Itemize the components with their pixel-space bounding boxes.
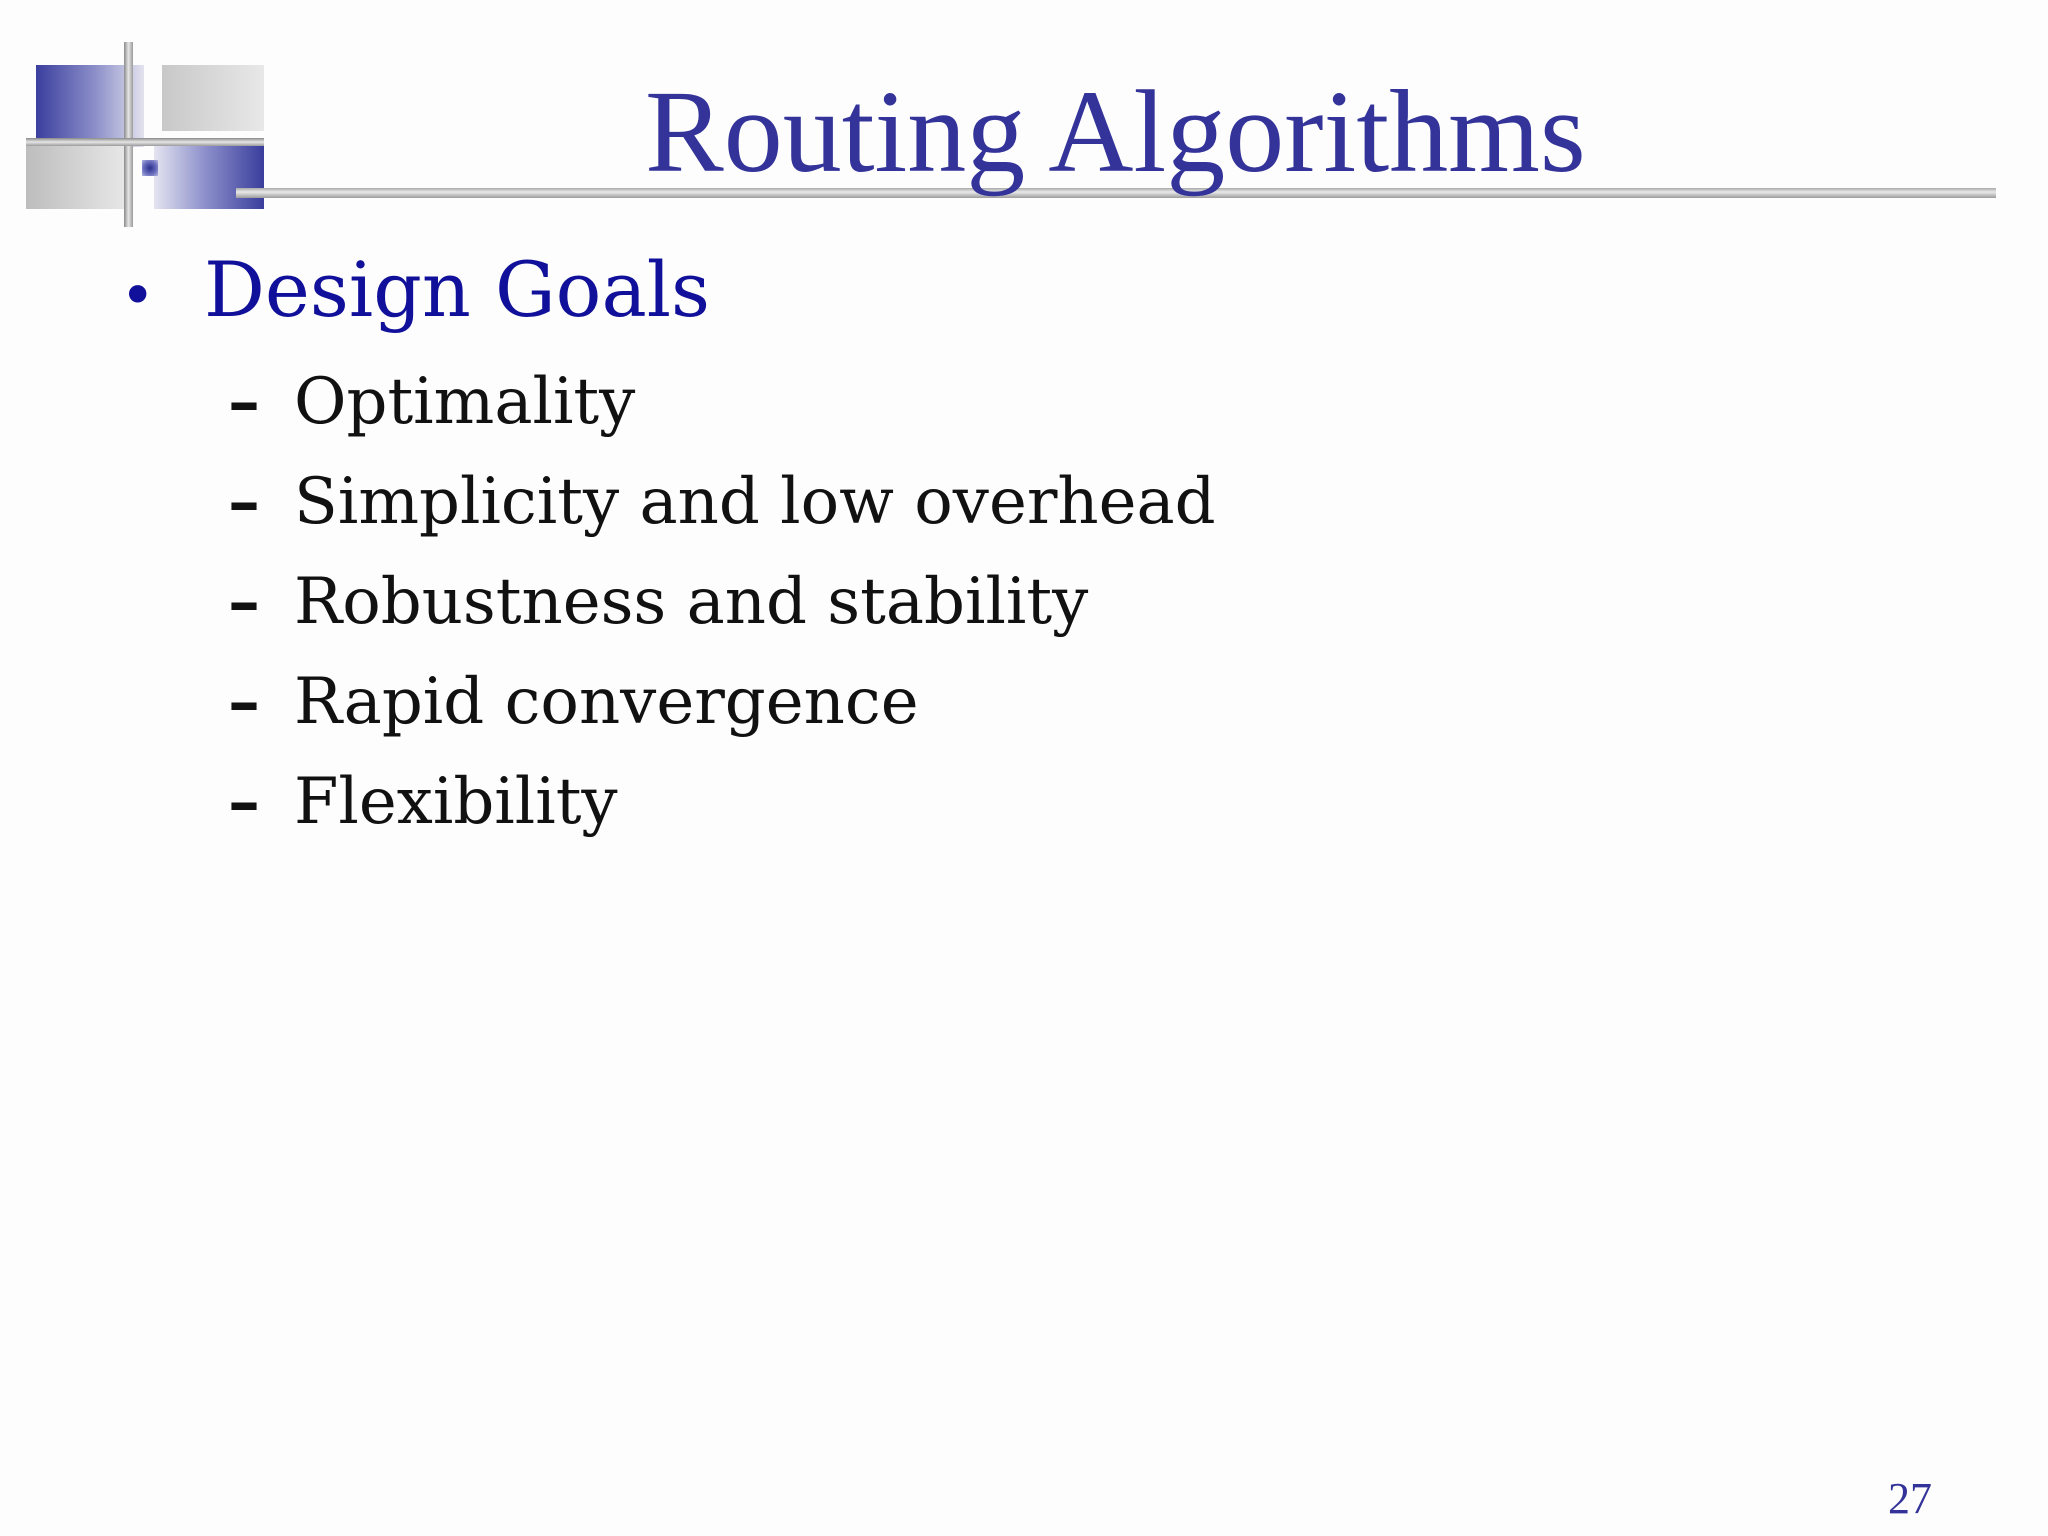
dash-mark: – bbox=[228, 664, 260, 739]
bullet-design-goals bbox=[120, 240, 1920, 346]
list-item-text: Flexibility bbox=[294, 765, 618, 839]
dash-mark: – bbox=[228, 764, 260, 839]
list-item-text: Simplicity and low overhead bbox=[294, 465, 1216, 539]
list-item-text: Robustness and stability bbox=[294, 565, 1089, 639]
bullet-text: Design Goals bbox=[204, 245, 711, 334]
list-item-text: Optimality bbox=[294, 365, 636, 439]
page-number: 27 bbox=[1888, 1474, 1932, 1523]
list-item bbox=[228, 552, 1920, 652]
list-item-text: Rapid convergence bbox=[294, 665, 919, 739]
list-item bbox=[228, 652, 1920, 752]
list-item bbox=[228, 452, 1920, 552]
list-item bbox=[228, 752, 1920, 852]
list-item bbox=[228, 352, 1920, 452]
dash-mark: – bbox=[228, 364, 260, 439]
dash-mark: – bbox=[228, 464, 260, 539]
slide-content bbox=[120, 240, 1920, 852]
sub-item-list bbox=[120, 352, 1920, 852]
bullet-mark: • bbox=[120, 261, 156, 331]
slide-title: Routing Algorithms bbox=[645, 66, 1586, 197]
dash-mark: – bbox=[228, 564, 260, 639]
